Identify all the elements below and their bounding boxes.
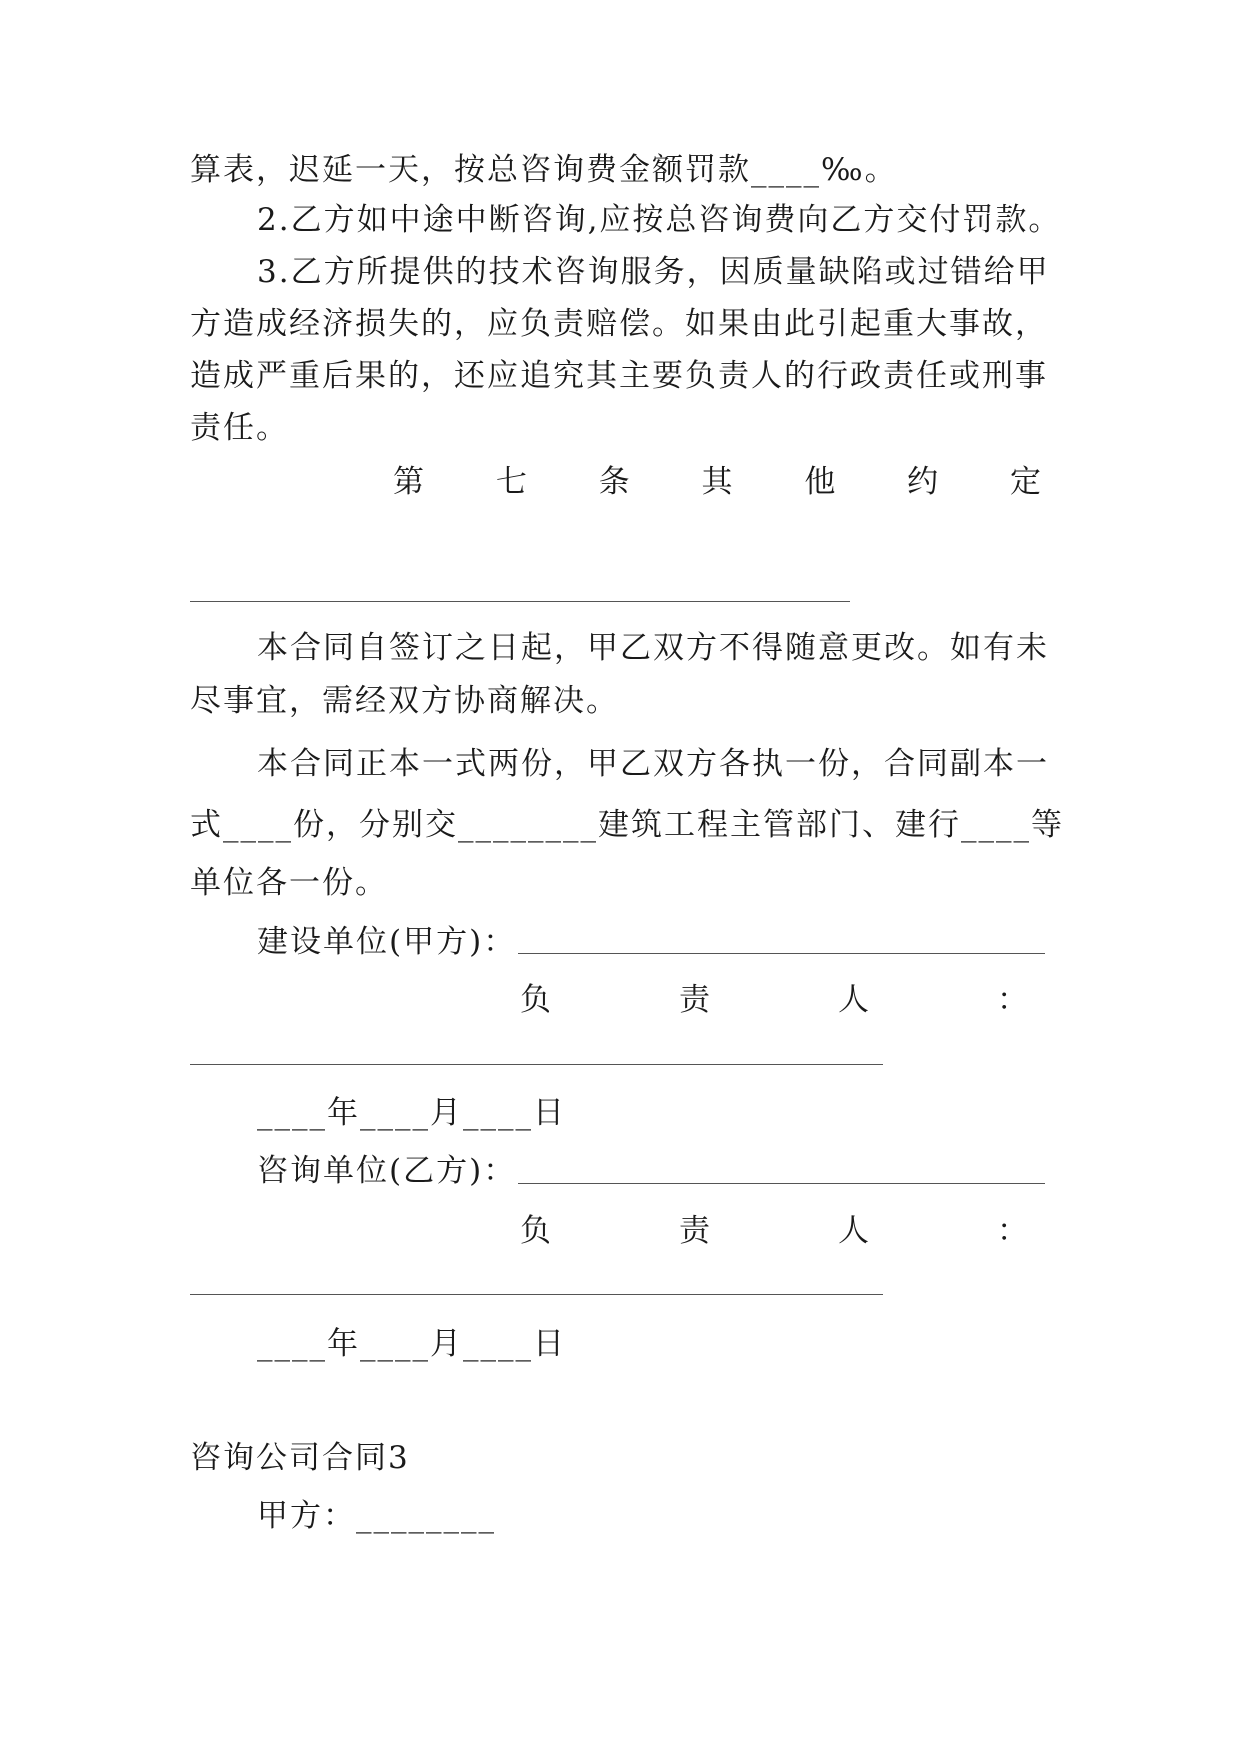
clause-3-line-4: 责任。 [190,410,289,446]
heading-char: 他 [804,464,838,500]
label-char: 责 [679,982,712,1018]
paragraph-1-line-2: 尽事宜，需经双方协商解决。 [190,683,619,719]
clause-3-line-2: 方造成经济损失的，应负责赔偿。如果由此引起重大事故， [190,306,1048,342]
party-b-label: 咨询单位(乙方)： [257,1153,517,1189]
party-b-person-label [520,1211,1030,1251]
party-b-date: ____年____月____日 [257,1326,566,1362]
clause-3-line-3: 造成严重后果的，还应追究其主要负责人的行政责任或刑事 [190,358,1048,394]
heading-char: 条 [598,464,632,500]
party-a-signature-line [518,953,1045,954]
label-char: 负 [520,1213,553,1249]
heading-char: 七 [495,464,529,500]
next-contract-title: 咨询公司合同3 [190,1440,410,1476]
next-contract-party-a: 甲方：________ [257,1498,496,1534]
clause-2: 2.乙方如中途中断咨询,应按总咨询费向乙方交付罚款。 [257,202,1062,238]
label-char: 人 [838,1213,871,1249]
paragraph-2-line-2: 式____份，分别交________建筑工程主管部门、建行____等 [190,807,1064,843]
clause-3-line-1: 3.乙方所提供的技术咨询服务，因质量缺陷或过错给甲 [257,254,1050,290]
paragraph-2-line-1: 本合同正本一式两份，甲乙双方各执一份，合同副本一 [257,746,1049,782]
party-b-signature-line [518,1183,1045,1184]
party-a-person-line [190,1064,883,1065]
paragraph-2-line-3: 单位各一份。 [190,865,388,901]
label-char: 责 [679,1213,712,1249]
article-7-underline [190,601,850,602]
article-7-heading [393,462,1043,502]
party-b-person-line [190,1294,883,1295]
heading-char: 第 [393,464,426,500]
paragraph-1-line-1: 本合同自签订之日起，甲乙双方不得随意更改。如有未 [257,630,1049,666]
label-char: 人 [838,982,871,1018]
label-char: 负 [520,982,553,1018]
label-char: ： [997,982,1030,1018]
party-a-date: ____年____月____日 [257,1095,566,1131]
party-a-label: 建设单位(甲方)： [257,924,517,960]
party-a-person-label [520,980,1030,1020]
heading-char: 其 [701,464,735,500]
penalty-line: 算表，迟延一天，按总咨询费金额罚款____‰。 [190,152,898,188]
label-char: ： [997,1213,1030,1249]
heading-char: 定 [1009,464,1043,500]
heading-char: 约 [907,464,941,500]
